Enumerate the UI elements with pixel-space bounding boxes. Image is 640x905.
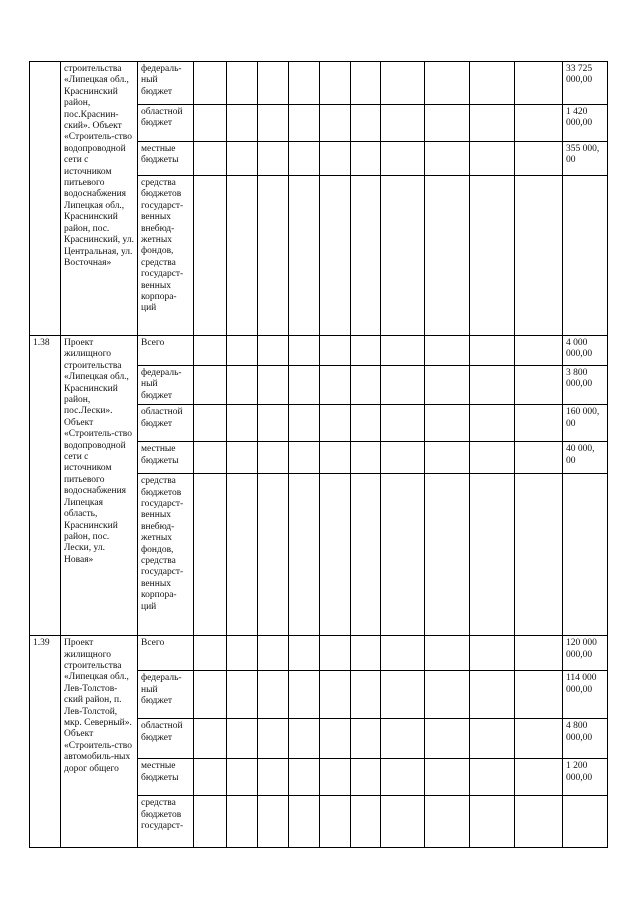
empty-cell [381, 796, 425, 848]
empty-cell [470, 671, 515, 719]
empty-cell [320, 474, 351, 636]
empty-cell [515, 796, 563, 848]
empty-cell [470, 62, 515, 105]
amount-cell: 33 725 000,00 [563, 62, 608, 105]
empty-cell [227, 474, 258, 636]
empty-cell [194, 62, 227, 105]
funding-source: местные бюджеты [138, 142, 194, 176]
empty-cell [258, 671, 289, 719]
amount-cell: 160 000, 00 [563, 405, 608, 442]
empty-cell [289, 176, 320, 336]
empty-cell [227, 636, 258, 671]
empty-cell [470, 636, 515, 671]
funding-source: федераль-ный бюджет [138, 62, 194, 105]
empty-cell [381, 636, 425, 671]
empty-cell [289, 366, 320, 405]
empty-cell [320, 176, 351, 336]
empty-cell [194, 176, 227, 336]
empty-cell [425, 366, 470, 405]
empty-cell [227, 671, 258, 719]
funding-source: областной бюджет [138, 719, 194, 759]
empty-cell [289, 442, 320, 474]
empty-cell [194, 796, 227, 848]
empty-cell [425, 636, 470, 671]
empty-cell [515, 62, 563, 105]
empty-cell [258, 105, 289, 142]
empty-cell [289, 636, 320, 671]
empty-cell [227, 176, 258, 336]
empty-cell [515, 336, 563, 366]
empty-cell [515, 105, 563, 142]
amount-cell [563, 796, 608, 848]
amount-cell: 40 000, 00 [563, 442, 608, 474]
amount-cell [563, 474, 608, 636]
funding-source: областной бюджет [138, 405, 194, 442]
empty-cell [320, 671, 351, 719]
empty-cell [289, 62, 320, 105]
empty-cell [194, 336, 227, 366]
empty-cell [258, 142, 289, 176]
empty-cell [351, 671, 381, 719]
empty-cell [425, 336, 470, 366]
empty-cell [289, 105, 320, 142]
empty-cell [425, 442, 470, 474]
empty-cell [320, 442, 351, 474]
empty-cell [194, 474, 227, 636]
empty-cell [351, 336, 381, 366]
empty-cell [515, 636, 563, 671]
empty-cell [320, 62, 351, 105]
funding-source: федераль-ный бюджет [138, 366, 194, 405]
empty-cell [258, 759, 289, 796]
empty-cell [470, 366, 515, 405]
empty-cell [227, 336, 258, 366]
empty-cell [258, 796, 289, 848]
empty-cell [194, 366, 227, 405]
empty-cell [515, 366, 563, 405]
empty-cell [381, 442, 425, 474]
empty-cell [351, 405, 381, 442]
empty-cell [351, 366, 381, 405]
empty-cell [381, 405, 425, 442]
project-name: строительства «Липецкая обл., Краснинский район, пос.Краснин-ский». Объект «Строитель-ство водопроводной сети с источником питьевого водоснабжения Липецкая обл., Краснинский район, пос. Краснинский, ул. Центральная, ул. Восточная» [61, 62, 138, 336]
funding-source: средства бюджетов государст- [138, 796, 194, 848]
amount-cell: 1 200 000,00 [563, 759, 608, 796]
funding-source: Всего [138, 336, 194, 366]
empty-cell [515, 176, 563, 336]
budget-table [29, 61, 608, 848]
empty-cell [227, 442, 258, 474]
empty-cell [425, 719, 470, 759]
empty-cell [194, 142, 227, 176]
empty-cell [470, 719, 515, 759]
empty-cell [194, 671, 227, 719]
amount-cell: 355 000, 00 [563, 142, 608, 176]
empty-cell [425, 142, 470, 176]
empty-cell [381, 336, 425, 366]
empty-cell [425, 796, 470, 848]
empty-cell [194, 405, 227, 442]
empty-cell [351, 474, 381, 636]
empty-cell [320, 105, 351, 142]
empty-cell [515, 442, 563, 474]
empty-cell [425, 405, 470, 442]
funding-source: областной бюджет [138, 105, 194, 142]
project-name: Проект жилищного строительства «Липецкая обл., Лев-Толстов-ский район, п. Лев-Толстой, мкр. Северный». Объект «Строитель-ство автомобиль-ных дорог общего [61, 636, 138, 848]
empty-cell [289, 405, 320, 442]
empty-cell [381, 474, 425, 636]
empty-cell [515, 474, 563, 636]
funding-source: федераль-ный бюджет [138, 671, 194, 719]
funding-source: местные бюджеты [138, 442, 194, 474]
empty-cell [320, 405, 351, 442]
amount-cell: 4 000 000,00 [563, 336, 608, 366]
empty-cell [351, 105, 381, 142]
empty-cell [227, 759, 258, 796]
amount-cell: 4 800 000,00 [563, 719, 608, 759]
empty-cell [289, 142, 320, 176]
empty-cell [289, 671, 320, 719]
empty-cell [351, 142, 381, 176]
empty-cell [194, 759, 227, 796]
empty-cell [194, 719, 227, 759]
amount-cell: 114 000 000,00 [563, 671, 608, 719]
empty-cell [227, 366, 258, 405]
row-number: 1.38 [30, 336, 61, 636]
empty-cell [381, 62, 425, 105]
funding-source: средства бюджетов государст-венных внебюд-жетных фондов, средства государст-венных корпора-ций [138, 474, 194, 636]
empty-cell [258, 719, 289, 759]
empty-cell [320, 759, 351, 796]
empty-cell [258, 474, 289, 636]
empty-cell [470, 405, 515, 442]
amount-cell: 120 000 000,00 [563, 636, 608, 671]
empty-cell [470, 142, 515, 176]
empty-cell [425, 671, 470, 719]
empty-cell [320, 142, 351, 176]
empty-cell [258, 366, 289, 405]
empty-cell [289, 796, 320, 848]
empty-cell [515, 759, 563, 796]
table-row [30, 62, 608, 105]
empty-cell [351, 442, 381, 474]
empty-cell [470, 176, 515, 336]
empty-cell [381, 366, 425, 405]
amount-cell: 3 800 000,00 [563, 366, 608, 405]
empty-cell [425, 759, 470, 796]
empty-cell [320, 366, 351, 405]
empty-cell [289, 474, 320, 636]
empty-cell [351, 636, 381, 671]
empty-cell [258, 442, 289, 474]
empty-cell [351, 176, 381, 336]
empty-cell [289, 336, 320, 366]
empty-cell [351, 62, 381, 105]
empty-cell [258, 62, 289, 105]
empty-cell [381, 759, 425, 796]
empty-cell [425, 105, 470, 142]
empty-cell [381, 719, 425, 759]
empty-cell [470, 442, 515, 474]
table-row [30, 636, 608, 671]
empty-cell [351, 719, 381, 759]
empty-cell [289, 759, 320, 796]
empty-cell [258, 176, 289, 336]
empty-cell [381, 142, 425, 176]
empty-cell [258, 636, 289, 671]
empty-cell [227, 62, 258, 105]
empty-cell [258, 405, 289, 442]
empty-cell [470, 336, 515, 366]
empty-cell [425, 176, 470, 336]
amount-cell: 1 420 000,00 [563, 105, 608, 142]
empty-cell [515, 671, 563, 719]
empty-cell [381, 671, 425, 719]
empty-cell [320, 336, 351, 366]
empty-cell [515, 142, 563, 176]
empty-cell [515, 405, 563, 442]
empty-cell [351, 796, 381, 848]
empty-cell [227, 719, 258, 759]
empty-cell [515, 719, 563, 759]
empty-cell [470, 759, 515, 796]
funding-source: средства бюджетов государст-венных внебюд-жетных фондов, средства государст-венных корпора-ций [138, 176, 194, 336]
empty-cell [194, 636, 227, 671]
table-row [30, 336, 608, 366]
amount-cell [563, 176, 608, 336]
empty-cell [425, 474, 470, 636]
empty-cell [194, 105, 227, 142]
empty-cell [425, 62, 470, 105]
empty-cell [470, 105, 515, 142]
funding-source: Всего [138, 636, 194, 671]
empty-cell [470, 796, 515, 848]
empty-cell [351, 759, 381, 796]
empty-cell [320, 636, 351, 671]
funding-source: местные бюджеты [138, 759, 194, 796]
project-name: Проект жилищного строительства «Липецкая обл., Краснинский район, пос.Лески». Объект «Строитель-ство водопроводной сети с источником питьевого водоснабжения Липецкая область, Краснинский район, пос. Лески, ул. Новая» [61, 336, 138, 636]
empty-cell [227, 796, 258, 848]
row-number: 1.39 [30, 636, 61, 848]
empty-cell [381, 176, 425, 336]
empty-cell [470, 474, 515, 636]
empty-cell [320, 796, 351, 848]
empty-cell [227, 105, 258, 142]
row-number [30, 62, 61, 336]
empty-cell [227, 405, 258, 442]
empty-cell [194, 442, 227, 474]
empty-cell [381, 105, 425, 142]
empty-cell [289, 719, 320, 759]
empty-cell [227, 142, 258, 176]
empty-cell [320, 719, 351, 759]
empty-cell [258, 336, 289, 366]
